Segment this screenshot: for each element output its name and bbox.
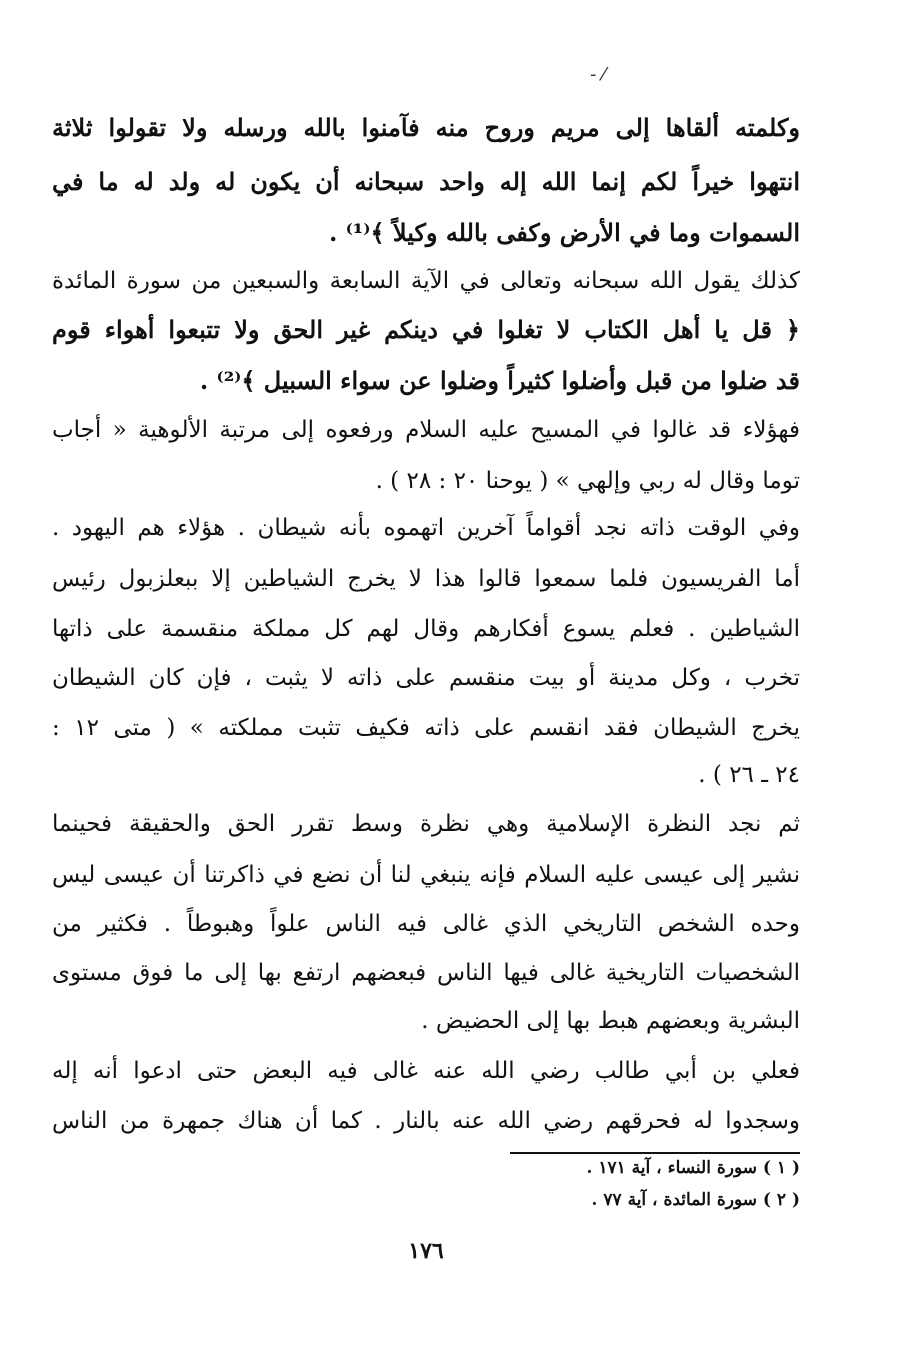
text-line-14: ٢٤ ـ ٢٦ ) . [698,762,800,788]
text-line-6: قد ضلوا من قبل وأضلوا كثيراً وضلوا عن سواء السبيل ﴾⁽²⁾ . [199,366,800,395]
text-line-12: تخرب ، وكل مدينة أو بيت منقسم على ذاته لا يثبت ، فإن كان الشيطان [52,665,800,691]
footnote-1: ( ١ ) سورة النساء ، آية ١٧١ . [586,1158,800,1178]
text-line-15: ثم نجد النظرة الإسلامية وهي نظرة وسط تقرر الحق والحقيقة فحينما [52,811,800,837]
text-line-20: فعلي بن أبي طالب رضي الله عنه غالى فيه البعض حتى ادعوا أنه إله [52,1058,800,1084]
text-line-10: أما الفريسيون فلما سمعوا قالوا هذا لا يخرج الشياطين إلا ببعلزبول رئيس [52,566,800,592]
text-line-7: فهؤلاء قد غالوا في المسيح عليه السلام ورفعوه إلى مرتبة الألوهية « أجاب [52,417,800,443]
footnote-2: ( ٢ ) سورة المائدة ، آية ٧٧ . [591,1190,800,1210]
text-line-5: ﴿ قل يا أهل الكتاب لا تغلوا في دينكم غير الحق ولا تتبعوا أهواء قوم [52,315,800,344]
text-line-16: نشير إلى عيسى عليه السلام فإنه ينبغي لنا أن نضع في ذاكرتنا أن عيسى ليس [52,862,800,888]
document-page [52,0,800,1366]
text-line-13: يخرج الشيطان فقد انقسم على ذاته فكيف تثبت مملكته » ( متى ١٢ : [52,715,800,741]
text-line-2: انتهوا خيراً لكم إنما الله إله واحد سبحانه أن يكون له ولد له ما في [52,167,800,196]
text-line-1: وكلمته ألقاها إلى مريم وروح منه فآمنوا بالله ورسله ولا تقولوا ثلاثة [52,113,800,142]
text-line-21: وسجدوا له فحرقهم رضي الله عنه بالنار . كما أن هناك جمهرة من الناس [52,1108,800,1134]
text-line-8: توما وقال له ربي وإلهي » ( يوحنا ٢٠ : ٢٨ ) . [375,468,800,494]
text-line-17: وحده الشخص التاريخي الذي غالى فيه الناس علواً وهبوطاً . فكثير من [52,911,800,937]
corner-mark: - ⁄ [590,64,606,85]
footnote-divider [510,1152,800,1154]
text-line-19: البشرية وبعضهم هبط بها إلى الحضيض . [421,1008,800,1034]
page-number: ١٧٦ [408,1238,444,1264]
text-line-3: السموات وما في الأرض وكفى بالله وكيلاً ﴾⁽¹⁾ . [328,218,800,247]
text-line-4: كذلك يقول الله سبحانه وتعالى في الآية السابعة والسبعين من سورة المائدة [52,268,800,294]
text-line-18: الشخصيات التاريخية غالى فيها الناس فبعضهم ارتفع بها إلى ما فوق مستوى [52,960,800,986]
text-line-9: وفي الوقت ذاته نجد أقواماً آخرين اتهموه بأنه شيطان . هؤلاء هم اليهود . [52,515,800,541]
text-line-11: الشياطين . فعلم يسوع أفكارهم وقال لهم كل مملكة منقسمة على ذاتها [52,616,800,642]
